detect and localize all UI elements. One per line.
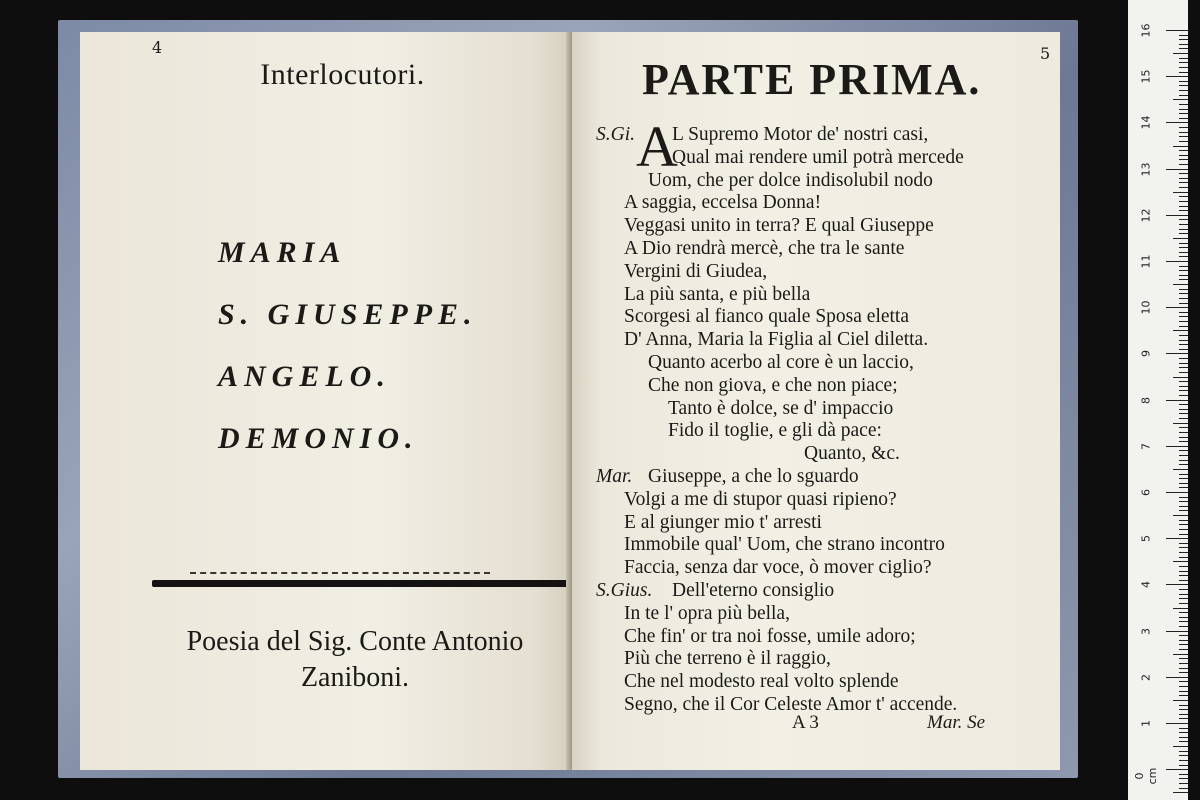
ruler-tick bbox=[1173, 377, 1188, 378]
left-page bbox=[80, 32, 575, 770]
ruler-tick bbox=[1179, 580, 1188, 581]
ruler-tick bbox=[1166, 677, 1188, 678]
ruler-tick bbox=[1179, 441, 1188, 442]
ruler-tick bbox=[1179, 178, 1188, 179]
verse-line bbox=[596, 170, 1056, 193]
ornamental-rule bbox=[152, 580, 570, 587]
ruler-tick bbox=[1173, 561, 1188, 562]
ruler-tick bbox=[1179, 358, 1188, 359]
ruler-tick bbox=[1179, 709, 1188, 710]
credit-line: Poesia del Sig. Conte Antonio bbox=[186, 626, 524, 657]
verse-line bbox=[596, 261, 1056, 284]
speaker-label: Mar. bbox=[596, 465, 633, 487]
ruler-tick bbox=[1179, 219, 1188, 220]
ruler-tick bbox=[1173, 146, 1188, 147]
ruler-tick bbox=[1166, 30, 1188, 31]
ruler-tick bbox=[1173, 330, 1188, 331]
ruler-tick bbox=[1166, 769, 1188, 770]
verse-line bbox=[596, 512, 1056, 535]
character-name: DEMONIO. bbox=[218, 422, 419, 455]
ruler-tick bbox=[1179, 196, 1188, 197]
ruler-tick bbox=[1173, 469, 1188, 470]
ruler-tick bbox=[1179, 182, 1188, 183]
ruler-label: 3 bbox=[1139, 627, 1153, 635]
ruler-label: 8 bbox=[1139, 396, 1153, 404]
ruler-tick bbox=[1179, 487, 1188, 488]
ruler-tick bbox=[1173, 700, 1188, 701]
credit-line: Zaniboni. bbox=[300, 662, 410, 693]
verse-line bbox=[596, 671, 1056, 694]
ruler-tick bbox=[1179, 765, 1188, 766]
section-title: PARTE PRIMA. bbox=[642, 55, 982, 104]
speaker-label: S.Gi. bbox=[596, 124, 635, 145]
ruler-tick bbox=[1179, 187, 1188, 188]
ruler-tick bbox=[1179, 575, 1188, 576]
poet-credit bbox=[120, 624, 590, 696]
ruler-tick bbox=[1179, 691, 1188, 692]
ruler-tick bbox=[1179, 524, 1188, 525]
verse-line-text: Scorgesi al fianco quale Sposa eletta bbox=[624, 306, 910, 328]
ruler-tick bbox=[1179, 90, 1188, 91]
verse-line bbox=[596, 694, 1056, 717]
ruler-tick bbox=[1179, 390, 1188, 391]
ruler-label: 4 bbox=[1139, 581, 1153, 589]
ruler-label: 7 bbox=[1139, 442, 1153, 450]
ruler-tick bbox=[1173, 423, 1188, 424]
ruler-tick bbox=[1179, 35, 1188, 36]
ruler-tick bbox=[1179, 686, 1188, 687]
ruler-tick bbox=[1179, 737, 1188, 738]
ruler-tick bbox=[1179, 732, 1188, 733]
ruler-tick bbox=[1166, 215, 1188, 216]
ruler-label: 0 cm bbox=[1133, 767, 1159, 785]
ruler-tick bbox=[1179, 289, 1188, 290]
ruler-tick bbox=[1179, 340, 1188, 341]
ruler-tick bbox=[1179, 571, 1188, 572]
verse-line bbox=[596, 375, 1056, 398]
ruler-tick bbox=[1179, 510, 1188, 511]
ruler-label: 15 bbox=[1139, 69, 1153, 84]
ruler-tick bbox=[1179, 344, 1188, 345]
ruler-tick bbox=[1179, 367, 1188, 368]
ruler-label: 6 bbox=[1139, 489, 1153, 496]
ruler-tick bbox=[1173, 192, 1188, 193]
ruler-tick bbox=[1166, 76, 1188, 77]
verse-line bbox=[596, 557, 1056, 580]
verse-line bbox=[596, 284, 1056, 307]
ruler-tick bbox=[1179, 136, 1188, 137]
verse-line bbox=[596, 306, 1056, 329]
verse-line bbox=[596, 124, 1056, 147]
ruler-tick bbox=[1179, 566, 1188, 567]
verse-line bbox=[596, 215, 1056, 238]
ruler-tick bbox=[1179, 543, 1188, 544]
catchword: Mar. Se bbox=[927, 712, 986, 733]
ruler-tick bbox=[1173, 746, 1188, 747]
ruler-tick bbox=[1179, 663, 1188, 664]
ruler-tick bbox=[1179, 44, 1188, 45]
ruler-tick bbox=[1179, 48, 1188, 49]
ruler-label: 12 bbox=[1139, 208, 1153, 223]
ruler-tick bbox=[1179, 141, 1188, 142]
ruler-tick bbox=[1179, 256, 1188, 257]
ruler-tick bbox=[1179, 501, 1188, 502]
ruler-tick bbox=[1179, 321, 1188, 322]
ruler-tick bbox=[1179, 109, 1188, 110]
right-page bbox=[572, 32, 1060, 770]
ruler-tick bbox=[1179, 478, 1188, 479]
verse-line bbox=[596, 398, 1056, 421]
verse-line-text: Segno, che il Cor Celeste Amor t' accende. bbox=[624, 693, 958, 715]
ruler-tick bbox=[1173, 284, 1188, 285]
ruler-tick bbox=[1166, 400, 1188, 401]
ruler-tick bbox=[1166, 538, 1188, 539]
ruler-tick bbox=[1179, 589, 1188, 590]
verse-line-text: Qual mai rendere umil potrà mercede bbox=[672, 146, 964, 168]
verse-line-text: Che non giova, e che non piace; bbox=[648, 374, 898, 396]
verse-line-text: Faccia, senza dar voce, ò mover ciglio? bbox=[624, 557, 932, 579]
ruler-tick bbox=[1179, 603, 1188, 604]
ruler-tick bbox=[1179, 714, 1188, 715]
verse-line-text: Immobile qual' Uom, che strano incontro bbox=[624, 534, 945, 556]
ruler-tick bbox=[1179, 557, 1188, 558]
ruler-tick bbox=[1179, 39, 1188, 40]
verse-line-text: D' Anna, Maria la Figlia al Ciel diletta. bbox=[624, 329, 929, 351]
ruler-tick bbox=[1166, 122, 1188, 123]
ruler-tick bbox=[1173, 515, 1188, 516]
verse-line bbox=[596, 489, 1056, 512]
verse-line bbox=[596, 648, 1056, 671]
ruler-tick bbox=[1179, 395, 1188, 396]
verse-line bbox=[596, 147, 1056, 170]
ruler-tick bbox=[1179, 104, 1188, 105]
ruler-tick bbox=[1179, 695, 1188, 696]
ruler-tick bbox=[1179, 81, 1188, 82]
ruler-tick bbox=[1179, 349, 1188, 350]
verse-line-text: A Dio rendrà mercè, che tra le sante bbox=[624, 237, 905, 259]
ruler-tick bbox=[1179, 95, 1188, 96]
verse-line-text: Che nel modesto real volto splende bbox=[624, 671, 899, 693]
ruler-tick bbox=[1179, 728, 1188, 729]
ruler-tick bbox=[1179, 127, 1188, 128]
ruler-tick bbox=[1166, 446, 1188, 447]
ruler-tick bbox=[1166, 631, 1188, 632]
verse-line-text: Vergini di Giudea, bbox=[624, 260, 768, 282]
ruler-tick bbox=[1179, 58, 1188, 59]
ruler-tick bbox=[1179, 62, 1188, 63]
ruler-tick bbox=[1173, 99, 1188, 100]
ruler-tick bbox=[1179, 598, 1188, 599]
ruler-tick bbox=[1179, 547, 1188, 548]
verse-line-text: Giuseppe, a che lo sguardo bbox=[648, 465, 859, 487]
ruler-tick bbox=[1179, 497, 1188, 498]
ruler-tick bbox=[1179, 210, 1188, 211]
ruler-tick bbox=[1179, 668, 1188, 669]
ruler-tick bbox=[1179, 450, 1188, 451]
ruler-tick bbox=[1166, 584, 1188, 585]
character-name: S. GIUSEPPE. bbox=[218, 298, 478, 331]
ruler-tick bbox=[1173, 608, 1188, 609]
ruler-tick bbox=[1173, 654, 1188, 655]
ruler-label: 1 bbox=[1139, 720, 1153, 727]
ruler-tick bbox=[1179, 529, 1188, 530]
ruler-tick bbox=[1179, 437, 1188, 438]
ruler-tick bbox=[1179, 326, 1188, 327]
verse-text bbox=[596, 114, 1056, 717]
ruler-tick bbox=[1179, 233, 1188, 234]
ruler-tick bbox=[1166, 723, 1188, 724]
ruler-tick bbox=[1179, 705, 1188, 706]
verse-line bbox=[596, 580, 1056, 603]
verse-line bbox=[596, 192, 1056, 215]
ruler-tick bbox=[1166, 492, 1188, 493]
ruler-label: 2 bbox=[1139, 673, 1153, 681]
ruler-tick bbox=[1179, 118, 1188, 119]
ruler-label: 16 bbox=[1139, 23, 1153, 38]
right-page-number: 5 bbox=[1040, 44, 1051, 63]
ruler-tick bbox=[1179, 534, 1188, 535]
ruler-tick bbox=[1179, 132, 1188, 133]
ruler-tick bbox=[1179, 464, 1188, 465]
ruler-tick bbox=[1179, 783, 1188, 784]
ruler-tick bbox=[1179, 778, 1188, 779]
ruler-tick bbox=[1179, 386, 1188, 387]
ruler-tick bbox=[1166, 261, 1188, 262]
verse-line-text: Che fin' or tra noi fosse, umile adoro; bbox=[624, 625, 916, 647]
ruler-tick bbox=[1179, 635, 1188, 636]
ruler-tick bbox=[1179, 644, 1188, 645]
ruler-tick bbox=[1179, 275, 1188, 276]
character-name: MARIA bbox=[218, 236, 347, 269]
ruler-tick bbox=[1179, 409, 1188, 410]
verse-line bbox=[596, 443, 1056, 466]
ruler-tick bbox=[1179, 159, 1188, 160]
ruler-tick bbox=[1179, 113, 1188, 114]
ruler-tick bbox=[1179, 72, 1188, 73]
ruler-tick bbox=[1179, 173, 1188, 174]
ruler-label: 13 bbox=[1139, 162, 1153, 177]
character-name: ANGELO. bbox=[218, 360, 391, 393]
ruler-tick bbox=[1173, 792, 1188, 793]
ruler-tick bbox=[1173, 238, 1188, 239]
ruler-tick bbox=[1179, 455, 1188, 456]
ruler-tick bbox=[1179, 279, 1188, 280]
ruler-tick bbox=[1179, 626, 1188, 627]
verse-line-text: Tanto è dolce, se d' impaccio bbox=[668, 397, 894, 419]
ruler-tick bbox=[1179, 788, 1188, 789]
ruler-tick bbox=[1179, 552, 1188, 553]
verse-line bbox=[596, 352, 1056, 375]
ruler-tick bbox=[1179, 774, 1188, 775]
signature-mark: A 3 bbox=[792, 712, 819, 733]
ruler-tick bbox=[1179, 335, 1188, 336]
verse-line-text: A saggia, eccelsa Donna! bbox=[624, 192, 822, 214]
ruler-tick bbox=[1179, 418, 1188, 419]
ruler-tick bbox=[1179, 247, 1188, 248]
left-page-number: 4 bbox=[152, 38, 163, 57]
ruler-tick bbox=[1179, 243, 1188, 244]
verse-line-text: L Supremo Motor de' nostri casi, bbox=[672, 124, 929, 145]
verse-line bbox=[596, 420, 1056, 443]
ruler-label: 14 bbox=[1139, 115, 1153, 130]
ruler-tick bbox=[1166, 169, 1188, 170]
ruler-tick bbox=[1179, 155, 1188, 156]
ruler-tick bbox=[1179, 432, 1188, 433]
verse-line bbox=[596, 534, 1056, 557]
ruler-tick bbox=[1179, 649, 1188, 650]
ruler-tick bbox=[1179, 381, 1188, 382]
verse-line-text: Volgi a me di stupor quasi ripieno? bbox=[624, 488, 897, 510]
ruler-tick bbox=[1179, 404, 1188, 405]
ruler-tick bbox=[1179, 612, 1188, 613]
ruler-tick bbox=[1179, 316, 1188, 317]
verse-line bbox=[596, 466, 1056, 489]
ruler-tick bbox=[1179, 206, 1188, 207]
ruler-tick bbox=[1179, 621, 1188, 622]
ruler-label: 9 bbox=[1139, 350, 1153, 358]
ruler-tick bbox=[1179, 201, 1188, 202]
ruler-tick bbox=[1179, 270, 1188, 271]
ruler-tick bbox=[1179, 672, 1188, 673]
verse-line-text: In te l' opra più bella, bbox=[624, 602, 790, 624]
ruler-tick bbox=[1179, 413, 1188, 414]
verse-line-text: Fido il toglie, e gli dà pace: bbox=[668, 420, 882, 442]
ruler-tick bbox=[1179, 617, 1188, 618]
ruler-tick bbox=[1179, 224, 1188, 225]
verse-line-text: Uom, che per dolce indisolubil nodo bbox=[648, 169, 933, 191]
ornamental-rule-dashes bbox=[190, 572, 490, 576]
interlocutors-header: Interlocutori. bbox=[260, 58, 425, 91]
ruler-label: 11 bbox=[1139, 254, 1153, 269]
verse-line bbox=[596, 626, 1056, 649]
verse-line-text: Quanto acerbo al core è un laccio, bbox=[648, 351, 914, 373]
verse-line bbox=[596, 329, 1056, 352]
ruler-tick bbox=[1179, 460, 1188, 461]
verse-line-text: Dell'eterno consiglio bbox=[672, 579, 835, 601]
ruler-tick bbox=[1166, 353, 1188, 354]
ruler-tick bbox=[1179, 363, 1188, 364]
ruler-tick bbox=[1179, 741, 1188, 742]
ruler-tick bbox=[1179, 640, 1188, 641]
ruler-tick bbox=[1179, 594, 1188, 595]
ruler-tick bbox=[1179, 229, 1188, 230]
ruler-tick bbox=[1179, 252, 1188, 253]
ruler-tick bbox=[1179, 718, 1188, 719]
ruler-tick bbox=[1179, 372, 1188, 373]
ruler-tick bbox=[1179, 506, 1188, 507]
ruler-tick bbox=[1179, 751, 1188, 752]
ruler-tick bbox=[1166, 307, 1188, 308]
character-list bbox=[218, 222, 478, 470]
ruler-label: 5 bbox=[1139, 535, 1153, 543]
ruler-tick bbox=[1179, 755, 1188, 756]
open-book bbox=[58, 20, 1078, 778]
ruler-tick bbox=[1173, 53, 1188, 54]
ruler-tick bbox=[1179, 266, 1188, 267]
ruler-tick bbox=[1179, 658, 1188, 659]
verse-line-text: Veggasi unito in terra? E qual Giuseppe bbox=[624, 215, 934, 237]
verse-line-text: La più santa, e più bella bbox=[624, 283, 811, 305]
ruler-tick bbox=[1179, 303, 1188, 304]
verse-line-text: E al giunger mio t' arresti bbox=[624, 511, 822, 533]
verse-line-text: Più che terreno è il raggio, bbox=[624, 648, 831, 670]
ruler-tick bbox=[1179, 293, 1188, 294]
ruler-tick bbox=[1179, 67, 1188, 68]
ruler-tick bbox=[1179, 85, 1188, 86]
speaker-label: S.Gius. bbox=[596, 579, 653, 601]
ruler-tick bbox=[1179, 681, 1188, 682]
drop-cap: A bbox=[636, 114, 678, 179]
ruler-tick bbox=[1179, 760, 1188, 761]
ruler-tick bbox=[1179, 312, 1188, 313]
measurement-ruler bbox=[1128, 0, 1188, 800]
ruler-tick bbox=[1179, 150, 1188, 151]
ruler-tick bbox=[1179, 474, 1188, 475]
ruler-tick bbox=[1179, 520, 1188, 521]
verse-line bbox=[596, 603, 1056, 626]
verse-line bbox=[596, 238, 1056, 261]
verse-line-text: Quanto, &c. bbox=[804, 443, 900, 465]
ruler-label: 10 bbox=[1139, 300, 1153, 315]
ruler-tick bbox=[1179, 164, 1188, 165]
ruler-tick bbox=[1179, 298, 1188, 299]
ruler-tick bbox=[1179, 427, 1188, 428]
ruler-tick bbox=[1179, 483, 1188, 484]
